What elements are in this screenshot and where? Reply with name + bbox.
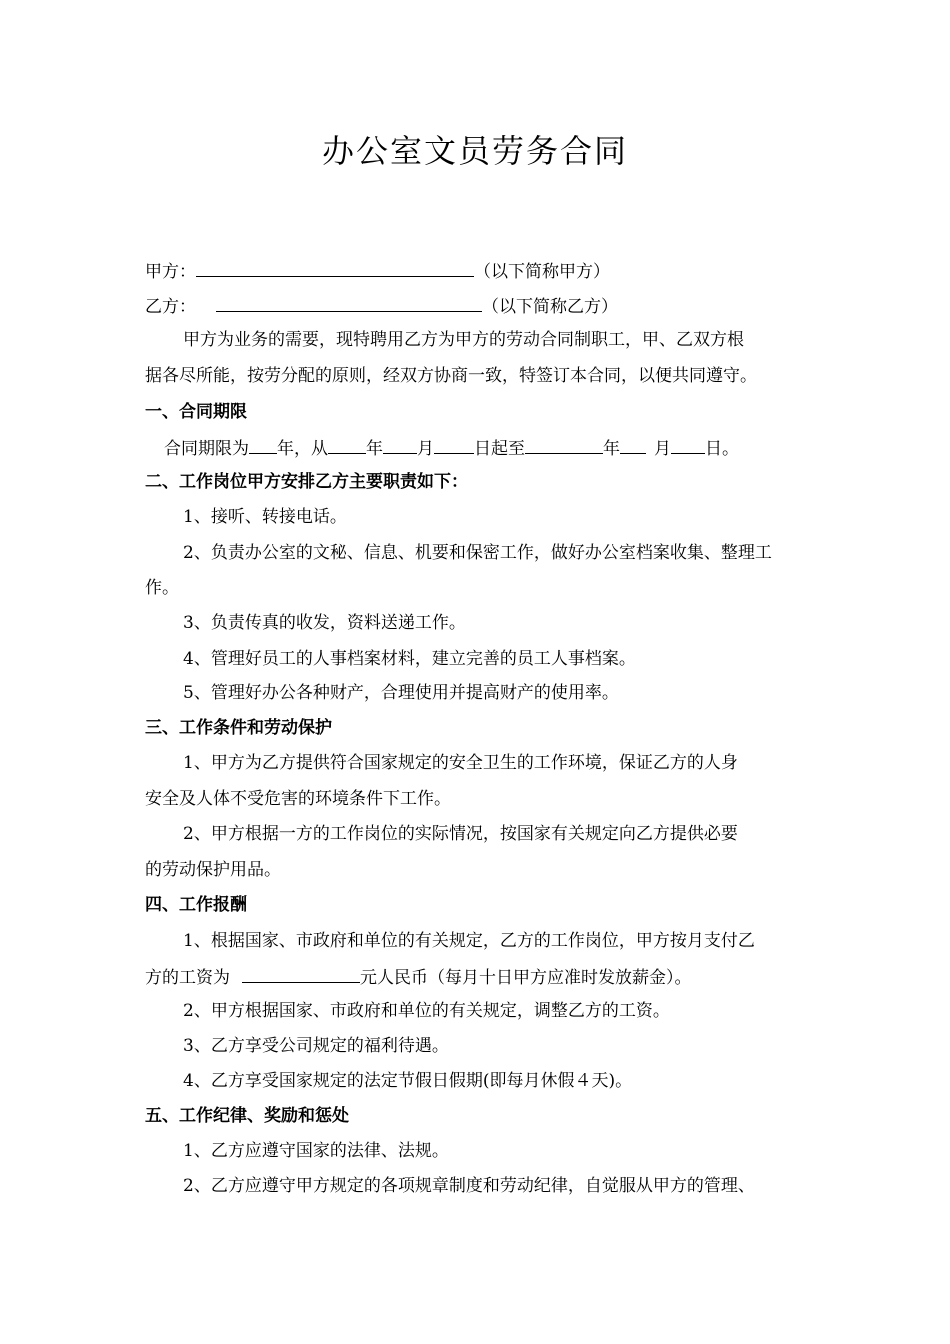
party-a-blank[interactable] [196,258,474,277]
party-b-suffix: （以下简称乙方） [482,297,618,317]
term-text-7: 月 [654,439,671,459]
discipline-item-2-line1: 2、乙方应遵守甲方规定的各项规章制度和劳动纪律，自觉服从甲方的管理、 [183,1176,755,1196]
pay-item-1-line2 [145,964,810,990]
term-text-8: 日。 [705,439,739,459]
party-a-line [145,258,810,284]
document-title: 办公室文员劳务合同 [321,132,628,170]
duty-item-4: 4、管理好员工的人事档案材料，建立完善的员工人事档案。 [183,649,636,669]
intro-paragraph-line2: 据各尽所能，按劳分配的原则，经双方协商一致，特签订本合同，以便共同遵守。 [145,366,757,386]
pay-item-1-line1: 1、根据国家、市政府和单位的有关规定，乙方的工作岗位，甲方按月支付乙 [183,931,755,951]
intro-paragraph-line1: 甲方为业务的需要，现特聘用乙方为甲方的劳动合同制职工，甲、乙双方根 [183,330,744,350]
start-month-blank[interactable] [383,435,417,454]
term-text-1: 合同期限为 [164,439,249,459]
condition-item-1-line1: 1、甲方为乙方提供符合国家规定的安全卫生的工作环境，保证乙方的人身 [183,753,738,773]
term-text-2: 年，从 [277,439,328,459]
term-text-3: 年 [366,439,383,459]
duty-item-5: 5、管理好办公各种财产，合理使用并提高财产的使用率。 [183,683,619,703]
salary-label: 方的工资为 [145,968,230,988]
section-2-heading: 二、工作岗位甲方安排乙方主要职责如下： [145,472,468,492]
section-5-heading: 五、工作纪律、奖励和惩处 [145,1106,349,1126]
pay-item-4: 4、乙方享受国家规定的法定节假日假期(即每月休假４天)。 [183,1071,633,1091]
start-day-blank[interactable] [434,435,474,454]
condition-item-2-line2: 的劳动保护用品。 [145,860,281,880]
duty-item-1: 1、接听、转接电话。 [183,507,347,527]
contract-term-line [164,435,810,461]
condition-item-2-line1: 2、甲方根据一方的工作岗位的实际情况，按国家有关规定向乙方提供必要 [183,824,738,844]
condition-item-1-line2: 安全及人体不受危害的环境条件下工作。 [145,789,451,809]
pay-item-3: 3、乙方享受公司规定的福利待遇。 [183,1036,449,1056]
section-3-heading: 三、工作条件和劳动保护 [145,718,332,738]
discipline-item-1: 1、乙方应遵守国家的法律、法规。 [183,1141,449,1161]
start-year-blank[interactable] [328,435,366,454]
end-month-blank[interactable] [620,435,646,454]
salary-amount-blank[interactable] [242,964,360,983]
duty-item-2-line2: 作。 [145,578,179,598]
end-year-blank[interactable] [525,435,603,454]
party-a-suffix: （以下简称甲方） [474,262,610,282]
term-text-6: 年 [603,439,620,459]
end-day-blank[interactable] [671,435,705,454]
party-b-blank[interactable] [216,293,482,312]
term-years-blank[interactable] [249,435,277,454]
term-text-5: 日起至 [474,439,525,459]
term-text-4: 月 [417,439,434,459]
duty-item-3: 3、负责传真的收发，资料送递工作。 [183,613,466,633]
duty-item-2-line1: 2、负责办公室的文秘、信息、机要和保密工作，做好办公室档案收集、整理工 [183,543,772,563]
salary-suffix: 元人民币（每月十日甲方应准时发放薪金）。 [360,968,692,988]
section-4-heading: 四、工作报酬 [145,895,247,915]
party-b-line [145,293,810,319]
party-b-label: 乙方： [145,297,196,317]
section-1-heading: 一、合同期限 [145,402,247,422]
pay-item-2: 2、甲方根据国家、市政府和单位的有关规定，调整乙方的工资。 [183,1001,670,1021]
party-a-label: 甲方： [145,262,196,282]
